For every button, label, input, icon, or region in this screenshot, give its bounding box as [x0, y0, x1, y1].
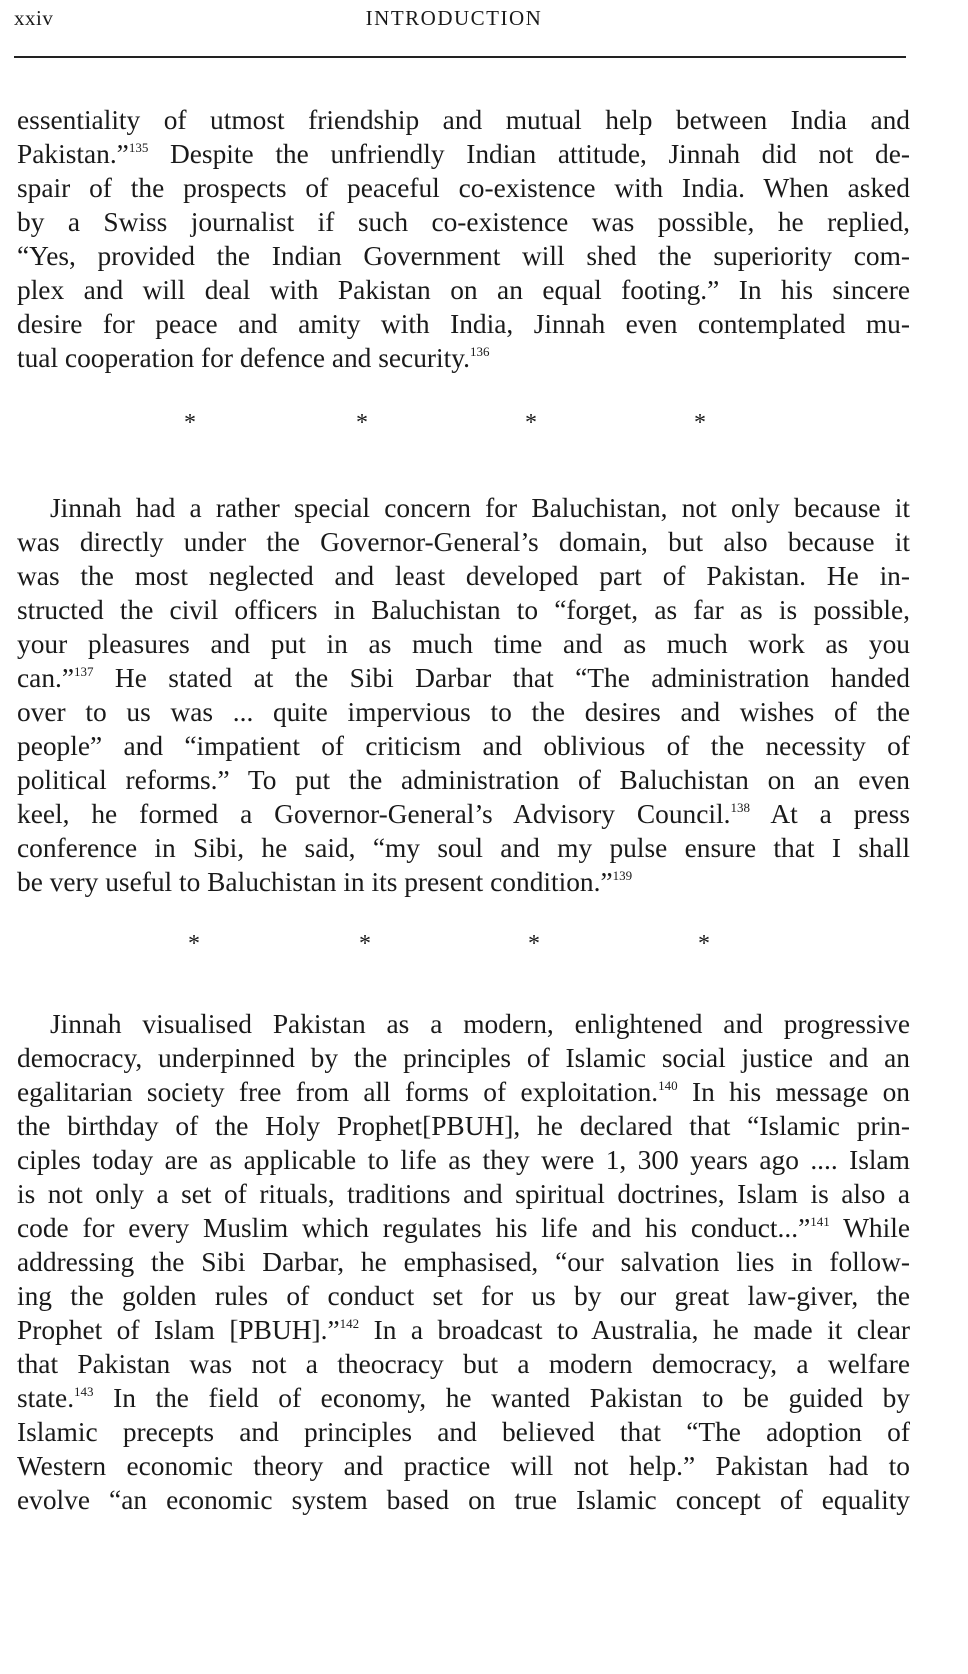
text-line: people” and “impatient of criticism and oblivious of the necessity of: [17, 731, 910, 761]
footnote-ref: 135: [128, 140, 149, 155]
page-header: [0, 0, 968, 70]
text-line: be very useful to Baluchistan in its present condition.”$^{139}$: [17, 867, 633, 897]
text-line: can.”$^{137}$ He stated at the Sibi Darbar that “The administration handed: [17, 663, 910, 693]
asterisk: *: [694, 410, 706, 436]
asterisk: *: [525, 410, 537, 436]
footnote-ref: 137: [74, 664, 94, 679]
text-line: democracy, underpinned by the principles of Islamic social justice and an: [17, 1043, 910, 1073]
text-line: that Pakistan was not a theocracy but a modern democracy, a welfare: [17, 1349, 910, 1379]
text-line: the birthday of the Holy Prophet[PBUH], he declared that “Islamic prin-: [17, 1111, 910, 1141]
running-head: INTRODUCTION: [365, 6, 543, 30]
text-line: Jinnah had a rather special concern for Baluchistan, not only because it: [50, 493, 910, 523]
text-line: conference in Sibi, he said, “my soul and my pulse ensure that I shall: [17, 833, 910, 863]
text-line: your pleasures and put in as much time and as much work as you: [17, 629, 910, 659]
footnote-ref: 140: [658, 1078, 678, 1093]
section-separator: [0, 929, 968, 959]
section-separator: [0, 408, 968, 438]
footnote-ref: 138: [730, 800, 750, 815]
text-line: state.$^{143}$ In the field of economy, he wanted Pakistan to be guided by: [17, 1383, 910, 1413]
text-line: ciples today are as applicable to life as they were 1, 300 years ago .... Islam: [17, 1145, 910, 1175]
text-line: Pakistan.”$^{135}$ Despite the unfriendly Indian attitude, Jinnah did not de-: [17, 139, 910, 169]
text-line: “Yes, provided the Indian Government will shed the superiority com-: [17, 241, 910, 271]
page-number: xxiv: [14, 6, 54, 30]
text-line: plex and will deal with Pakistan on an equal footing.” In his sincere: [17, 275, 910, 305]
text-line: essentiality of utmost friendship and mutual help between India and: [17, 105, 910, 135]
text-line: political reforms.” To put the administration of Baluchistan on an even: [17, 765, 910, 795]
text-line: Western economic theory and practice will not help.” Pakistan had to: [17, 1451, 910, 1481]
text-line: tual cooperation for defence and security.$^{136}$: [17, 343, 490, 373]
text-line: Prophet of Islam [PBUH].”$^{142}$ In a broadcast to Australia, he made it clear: [17, 1315, 911, 1345]
asterisk: *: [356, 410, 368, 436]
text-line: ing the golden rules of conduct set for us by our great law-giver, the: [17, 1281, 910, 1311]
text-line: code for every Muslim which regulates his life and his conduct...”$^{141}$ While: [17, 1213, 910, 1243]
text-line: was directly under the Governor-General’s domain, but also because it: [17, 527, 910, 557]
asterisk: *: [698, 931, 710, 957]
text-line: was the most neglected and least developed part of Pakistan. He in-: [17, 561, 910, 591]
footnote-ref: 141: [810, 1214, 830, 1229]
text-line: keel, he formed a Governor-General’s Advisory Council.$^{138}$ At a press: [17, 799, 910, 829]
text-line: by a Swiss journalist if such co-existence was possible, he replied,: [17, 207, 910, 237]
footnote-ref: 139: [612, 868, 633, 883]
text-line: egalitarian society free from all forms of exploitation.$^{140}$ In his message on: [17, 1077, 910, 1107]
asterisk: *: [528, 931, 540, 957]
asterisk: *: [184, 410, 196, 436]
text-line: evolve “an economic system based on true Islamic concept of equality: [17, 1485, 910, 1515]
text-line: is not only a set of rituals, traditions and spiritual doctrines, Islam is also a: [17, 1179, 910, 1209]
footnote-ref: 142: [339, 1316, 360, 1331]
text-line: Jinnah visualised Pakistan as a modern, enlightened and progressive: [50, 1009, 910, 1039]
asterisk: *: [188, 931, 200, 957]
header-rule: [14, 56, 906, 58]
footnote-ref: 143: [74, 1384, 94, 1399]
asterisk: *: [359, 931, 371, 957]
text-line: structed the civil officers in Baluchistan to “forget, as far as is possible,: [17, 595, 910, 625]
text-line: Islamic precepts and principles and believed that “The adoption of: [17, 1417, 910, 1447]
footnote-ref: 136: [470, 344, 490, 359]
text-line: over to us was ... quite impervious to the desires and wishes of the: [17, 697, 910, 727]
text-line: spair of the prospects of peaceful co-existence with India. When asked: [17, 173, 910, 203]
text-line: addressing the Sibi Darbar, he emphasised, “our salvation lies in follow-: [17, 1247, 910, 1277]
text-line: desire for peace and amity with India, Jinnah even contemplated mu-: [17, 309, 910, 339]
